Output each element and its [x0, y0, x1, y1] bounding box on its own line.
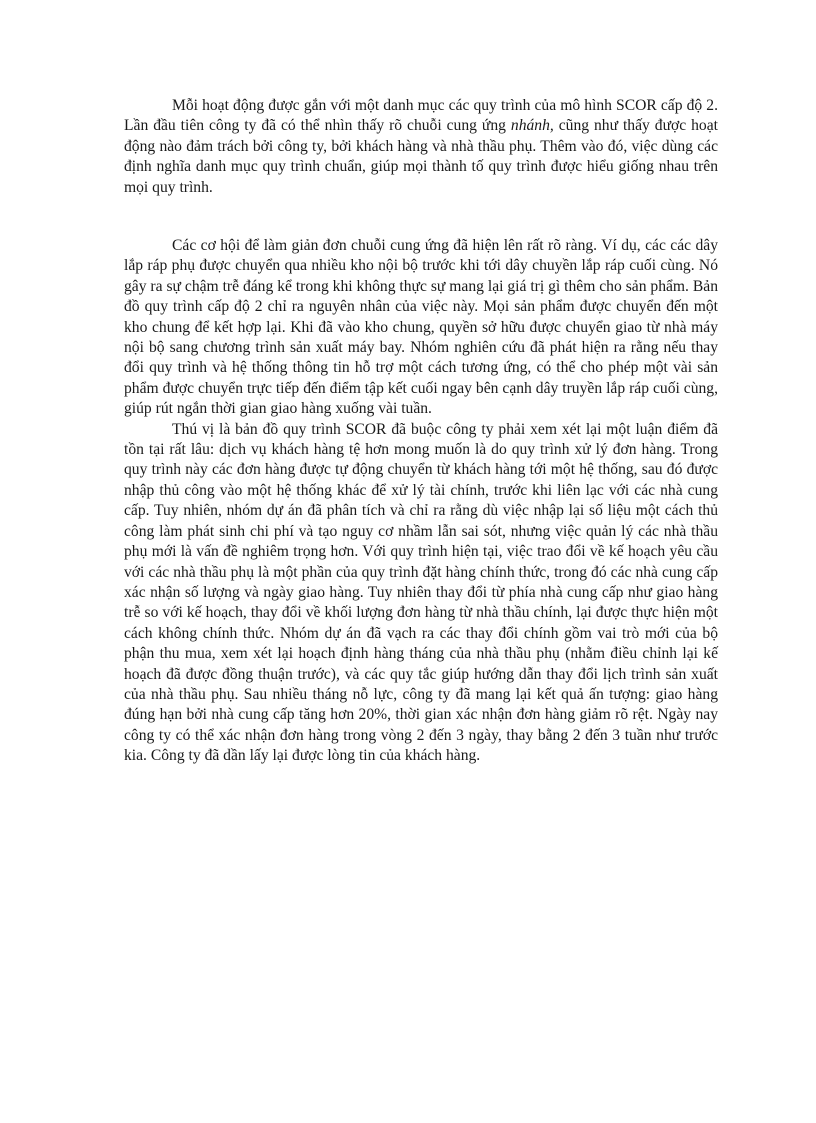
text-block-intro	[124, 96, 718, 198]
text-block-body	[124, 236, 718, 767]
paragraph-1-lead: Mỗi hoạt động được gắn với một danh mục các quy trình của mô hình SCOR cấp độ 2. Lần đầu tiên công ty đã có thể nhìn thấy rõ chuỗi cung ứng	[124, 97, 718, 135]
paragraph-2: Các cơ hội để làm giản đơn chuỗi cung ứng đã hiện lên rất rõ ràng. Ví dụ, các các dây lắp ráp phụ được chuyển qua nhiều kho nội bộ trước khi tới dây chuyền lắp ráp cuối cùng. Nó gây ra sự chậm trễ đáng kể trong khi không thực sự mang lại giá trị gì thêm cho sản phẩm. Bản đồ quy trình cấp độ 2 chỉ ra nguyên nhân của việc này. Mọi sản phẩm được chuyển đến một kho chung để kết hợp lại. Khi đã vào kho chung, quyền sở hữu được chuyển giao từ nhà máy nội bộ sang chương trình sản xuất máy bay. Nhóm nghiên cứu đã phát hiện ra rằng nếu thay đổi quy trình và hệ thống thông tin hỗ trợ một cách tương ứng, có thể cho phép một vài sản phẩm được chuyển trực tiếp đến điểm tập kết cuối ngay bên cạnh dây truyền lắp ráp cuối cùng, giúp rút ngắn thời gian giao hàng xuống vài tuần.	[124, 237, 718, 418]
paragraph-1-tail: cũng như thấy được hoạt động nào đảm trách bởi công ty, bởi khách hàng và nhà thầu phụ. Thêm vào đó, việc dùng các định nghĩa danh mục quy trình chuẩn, giúp mọi thành tố quy trình được hiểu giống nhau trên mọi quy trình.	[124, 117, 718, 196]
paragraph-1	[124, 96, 718, 198]
paragraph-3: Thú vị là bản đồ quy trình SCOR đã buộc công ty phải xem xét lại một luận điểm đã tồn tại rất lâu: dịch vụ khách hàng tệ hơn mong muốn là do quy trình xử lý đơn hàng. Trong quy trình này các đơn hàng được tự động chuyển từ khách hàng tới một hệ thống, sau đó được nhập thủ công vào một hệ thống khác để xử lý tài chính, trước khi liên lạc với các nhà cung cấp. Tuy nhiên, nhóm dự án đã phân tích và chỉ ra rằng dù việc nhập lại số liệu một cách thủ công làm phát sinh chi phí và tạo nguy cơ nhầm lẫn sai sót, nhưng việc quản lý các nhà thầu phụ mới là vấn đề nghiêm trọng hơn. Với quy trình hiện tại, việc trao đổi về kế hoạch yêu cầu với các nhà thầu phụ là một phần của quy trình đặt hàng chính thức, trong đó các nhà cung cấp xác nhận số lượng và ngày giao hàng. Tuy nhiên thay đổi từ phía nhà cung cấp như giao hàng trễ so với kế hoạch, thay đổi về khối lượng đơn hàng từ nhà thầu chính, lại được thực hiện một cách không chính thức. Nhóm dự án đã vạch ra các thay đổi chính gồm vai trò mới của bộ phận thu mua, xem xét lại hoạch định hàng tháng của nhà thầu phụ (nhằm điều chỉnh lại kế hoạch đã được đồng thuận trước), và các quy tắc giúp hướng dẫn thay đổi lịch trình sản xuất của nhà thầu phụ. Sau nhiều tháng nỗ lực, công ty đã mang lại kết quả ấn tượng: giao hàng đúng hạn bởi nhà cung cấp tăng hơn 20%, thời gian xác nhận đơn hàng giảm rõ rệt. Ngày nay công ty có thể xác nhận đơn hàng trong vòng 2 đến 3 ngày, thay bằng 2 đến 3 tuần như trước kia. Công ty đã dần lấy lại được lòng tin của khách hàng.	[124, 420, 718, 765]
paragraph-1-italic-term: nhánh,	[510, 117, 554, 135]
